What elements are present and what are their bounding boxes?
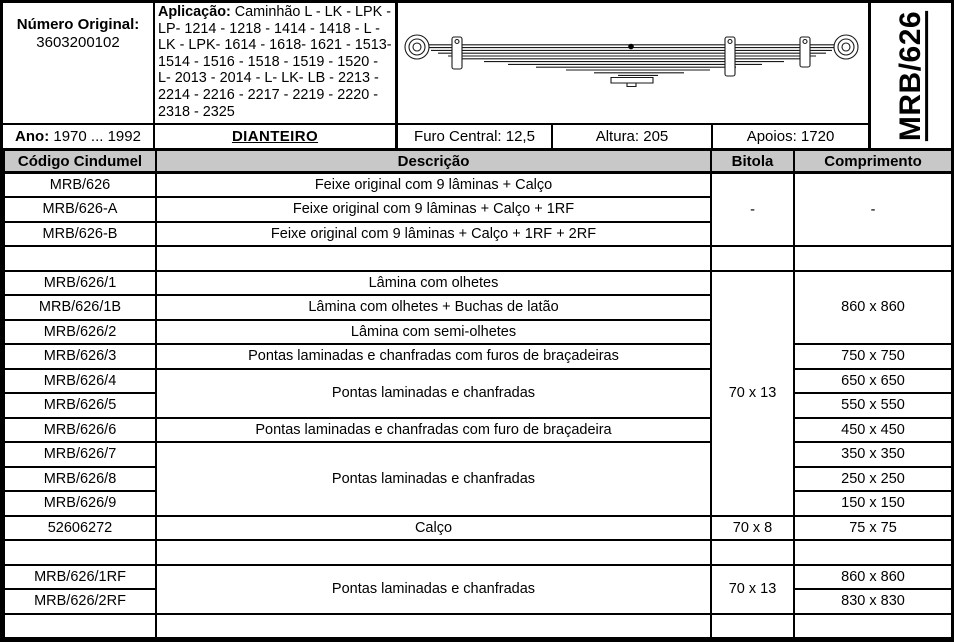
table-row [4,344,952,369]
posicao-value: DIANTEIRO [231,128,319,145]
description-cell: Pontas laminadas e chanfradas [156,442,711,516]
header-codigo: Código Cindumel [4,150,156,173]
code-cell [4,614,156,639]
code-cell [4,246,156,271]
drawing-cell [398,3,868,125]
separator-row [4,246,952,271]
table-header-row [4,150,952,173]
code-cell: MRB/626/2RF [4,589,156,614]
aplicacao-value: Caminhão L - LK - LPK - LP- 1214 - 1218 - 1414 - 1418 - L - LK - LPK- 1614 - 1618- 1621 - 1513- 1514 - 1516 - 1518 - 1519 - 1520 - L- 2013 - 2014 - L- LK- LB - 2213 - 2214 - 2216 - 2217 - 2219 - 2220 - 2318 - 2325 [158,4,392,120]
numero-original-label: Número Original: [16,16,140,33]
comprimento-cell: 450 x 450 [794,418,952,443]
comprimento-cell: 75 x 75 [794,516,952,541]
description-cell [156,540,711,565]
bitola-cell [711,540,794,565]
bitola-cell: - [711,173,794,247]
comprimento-cell: 550 x 550 [794,393,952,418]
ano-cell [3,125,155,148]
comprimento-cell: 250 x 250 [794,467,952,492]
comprimento-cell [794,614,952,639]
bitola-cell: 70 x 13 [711,271,794,516]
header-descricao: Descrição [156,150,711,173]
table-row [4,173,952,198]
leaf-spring-drawing-icon [398,3,868,123]
separator-row [4,614,952,639]
comprimento-cell: 860 x 860 [794,565,952,590]
description-cell: Pontas laminadas e chanfradas com furo de braçadeira [156,418,711,443]
model-code-cell [868,3,951,148]
description-cell: Calço [156,516,711,541]
code-cell: MRB/626/4 [4,369,156,394]
code-cell: MRB/626/8 [4,467,156,492]
numero-original-value: 3603200102 [36,34,120,51]
code-cell: MRB/626/1RF [4,565,156,590]
aplicacao-cell [155,3,398,125]
parts-table [3,148,953,639]
table-row [4,418,952,443]
code-cell: 52606272 [4,516,156,541]
description-cell: Feixe original com 9 lâminas + Calço + 1RF [156,197,711,222]
description-cell: Lâmina com olhetes [156,271,711,296]
code-cell: MRB/626/1B [4,295,156,320]
code-cell: MRB/626/1 [4,271,156,296]
numero-original-cell [3,3,155,125]
table-row [4,442,952,467]
comprimento-cell: 860 x 860 [794,271,952,345]
table-row [4,271,952,296]
code-cell: MRB/626/2 [4,320,156,345]
code-cell: MRB/626-A [4,197,156,222]
description-cell: Lâmina com olhetes + Buchas de latão [156,295,711,320]
comprimento-cell: 750 x 750 [794,344,952,369]
table-row [4,516,952,541]
altura-cell [553,125,713,148]
code-cell: MRB/626 [4,173,156,198]
comprimento-cell [794,540,952,565]
ano-value: 1970 ... 1992 [53,128,141,145]
description-cell [156,246,711,271]
header-bitola: Bitola [711,150,794,173]
code-cell: MRB/626/5 [4,393,156,418]
description-cell: Feixe original com 9 lâminas + Calço + 1RF + 2RF [156,222,711,247]
apoios-label: Apoios: [746,128,797,145]
code-cell [4,540,156,565]
description-cell: Pontas laminadas e chanfradas com furos de braçadeiras [156,344,711,369]
comprimento-cell: 150 x 150 [794,491,952,516]
description-cell: Feixe original com 9 lâminas + Calço [156,173,711,198]
description-cell: Lâmina com semi-olhetes [156,320,711,345]
furo-central-cell [398,125,553,148]
code-cell: MRB/626/6 [4,418,156,443]
comprimento-cell: - [794,173,952,247]
comprimento-cell [794,246,952,271]
model-code: MRB/626 [894,10,927,141]
comprimento-cell: 830 x 830 [794,589,952,614]
furo-central-value: 12,5 [505,128,535,145]
separator-row [4,540,952,565]
code-cell: MRB/626/7 [4,442,156,467]
bitola-cell [711,614,794,639]
furo-central-label: Furo Central: [414,128,502,145]
bitola-cell: 70 x 8 [711,516,794,541]
description-cell [156,614,711,639]
header-comprimento: Comprimento [794,150,952,173]
code-cell: MRB/626/3 [4,344,156,369]
code-cell: MRB/626/9 [4,491,156,516]
comprimento-cell: 350 x 350 [794,442,952,467]
altura-label: Altura: [595,128,640,145]
comprimento-cell: 650 x 650 [794,369,952,394]
aplicacao-label: Aplicação: [158,4,231,20]
table-row [4,565,952,590]
table-row [4,369,952,394]
apoios-cell [713,125,868,148]
posicao-cell [155,125,398,148]
description-cell: Pontas laminadas e chanfradas [156,369,711,418]
code-cell: MRB/626-B [4,222,156,247]
description-cell: Pontas laminadas e chanfradas [156,565,711,614]
ano-label: Ano: [15,128,50,145]
altura-value: 205 [643,128,669,145]
bitola-cell [711,246,794,271]
apoios-value: 1720 [800,128,835,145]
bitola-cell: 70 x 13 [711,565,794,614]
